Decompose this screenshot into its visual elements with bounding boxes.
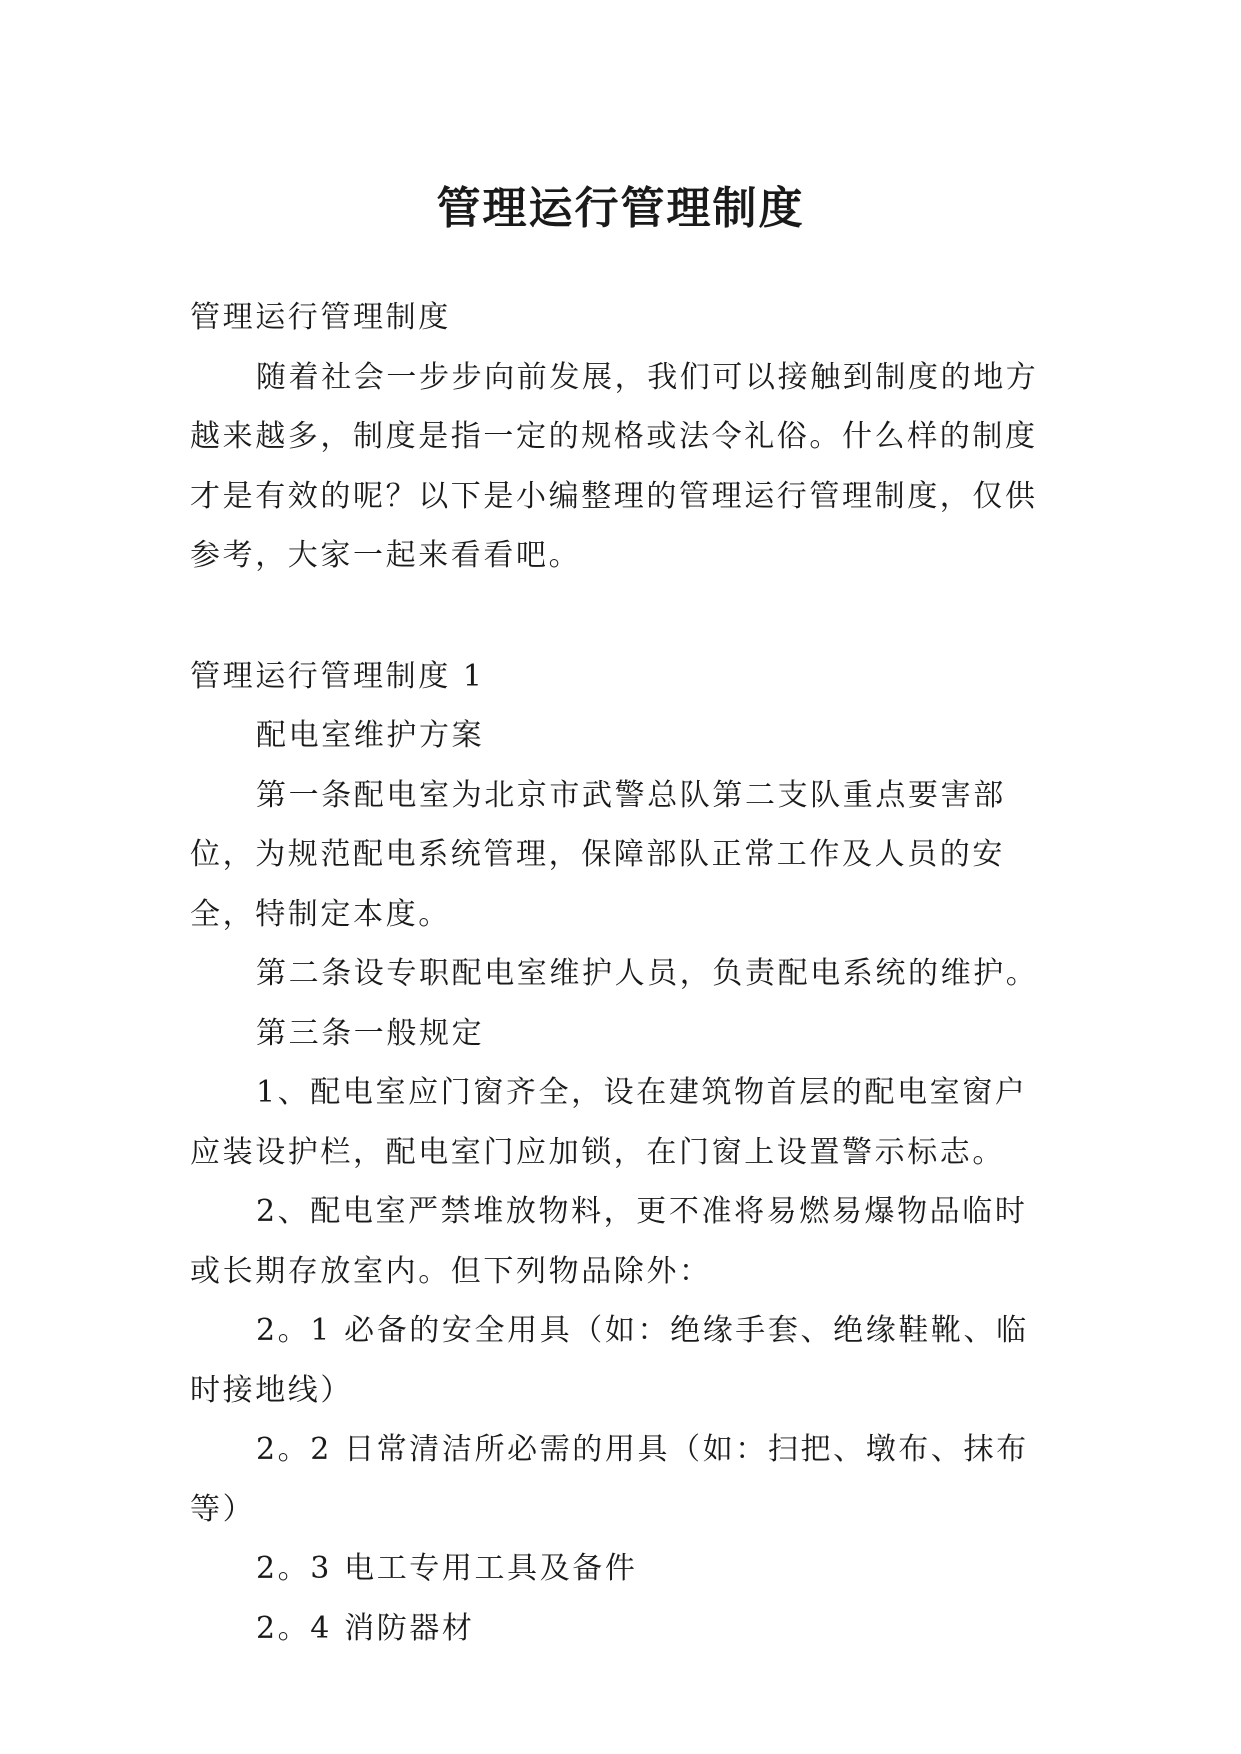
page-title: 管理运行管理制度: [436, 183, 805, 235]
intro-paragraph: 随着社会一步步向前发展，我们可以接触到制度的地方越来越多，制度是指一定的规格或法令礼俗。什么样的制度才是有效的呢？以下是小编整理的管理运行管理制度，仅供参考，大家一起来看看吧。: [190, 359, 1039, 573]
paragraph-rule-2-1: 2。1 必备的安全用具（如：绝缘手套、绝缘鞋靴、临时接地线）: [190, 1313, 1029, 1408]
section-subheading: 配电室维护方案: [256, 718, 485, 753]
document-subtitle: 管理运行管理制度: [190, 300, 451, 335]
paragraph-rule-1: 1、配电室应门窗齐全，设在建筑物首层的配电室窗户应装设护栏，配电室门应加锁，在门窗上设置警示标志。: [190, 1075, 1028, 1170]
paragraph-rule-2-4: 2。4 消防器材: [256, 1610, 475, 1646]
paragraph-rule-2: 2、配电室严禁堆放物料，更不准将易燃易爆物品临时或长期存放室内。但下列物品除外：: [190, 1194, 1028, 1289]
section-heading: 管理运行管理制度 1: [190, 658, 485, 694]
paragraph-article-2: 第二条设专职配电室维护人员，负责配电系统的维护。: [256, 956, 1039, 991]
paragraph-rule-2-2: 2。2 日常清洁所必需的用具（如：扫把、墩布、抹布等）: [190, 1432, 1029, 1527]
paragraph-rule-2-3: 2。3 电工专用工具及备件: [256, 1551, 638, 1586]
section-spacer: [190, 586, 1055, 647]
paragraph-article-3: 第三条一般规定: [256, 1015, 485, 1051]
document-body: [190, 288, 1055, 1658]
paragraph-article-1: 第一条配电室为北京市武警总队第二支队重点要害部位，为规范配电系统管理，保障部队正常工作及人员的安全，特制定本度。: [190, 777, 1006, 932]
